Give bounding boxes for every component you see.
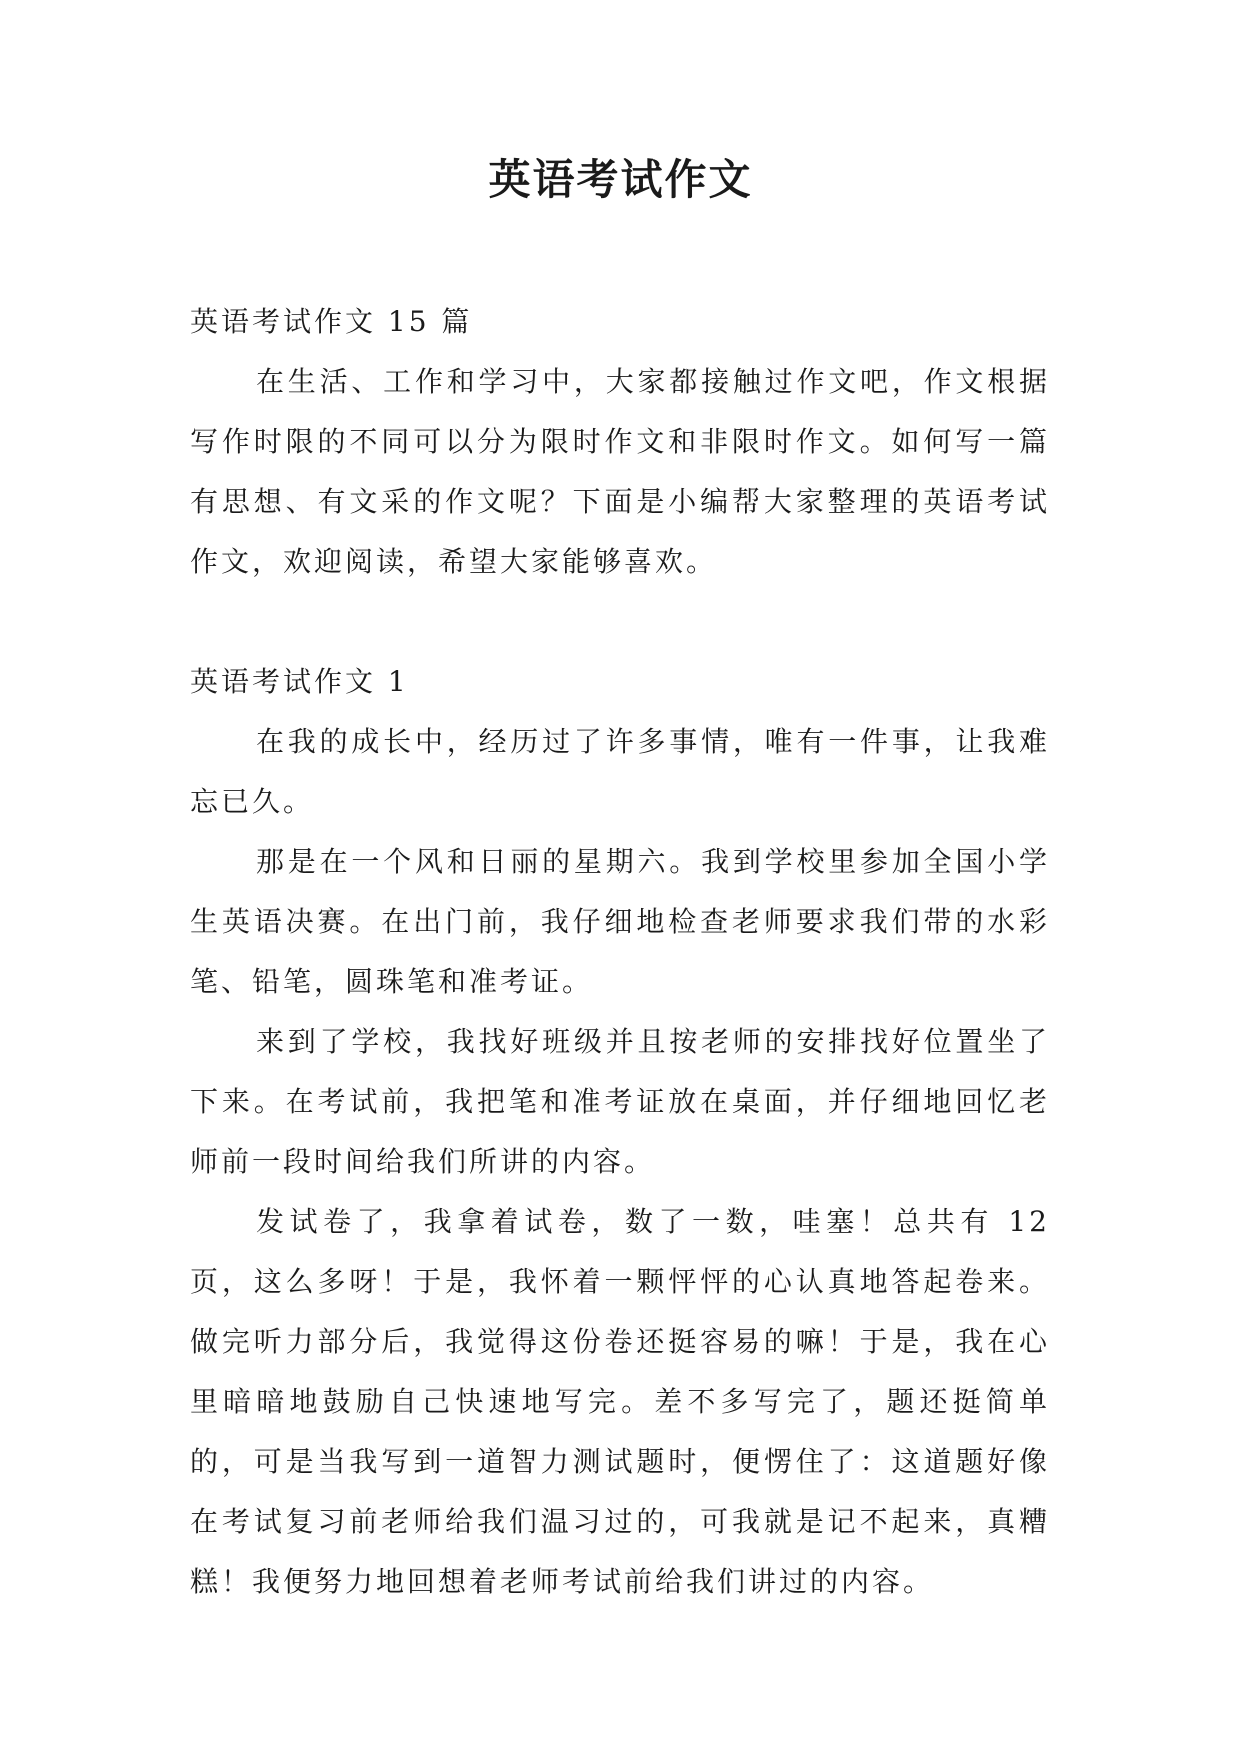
essay-paragraph: 发试卷了，我拿着试卷，数了一数，哇塞！总共有 12 页，这么多呀！于是，我怀着一颗怦怦的心认真地答起卷来。做完听力部分后，我觉得这份卷还挺容易的嘛！于是，我在心里暗暗地鼓励自己快速地写完。差不多写完了，题还挺简单的，可是当我写到一道智力测试题时，便愣住了：这道题好像在考试复习前老师给我们温习过的，可我就是记不起来，真糟糕！我便努力地回想着老师考试前给我们讲过的内容。 xyxy=(190,1205,1050,1598)
essay-paragraph: 那是在一个风和日丽的星期六。我到学校里参加全国小学生英语决赛。在出门前，我仔细地检查老师要求我们带的水彩笔、铅笔，圆珠笔和准考证。 xyxy=(190,845,1050,998)
essay-paragraph: 在我的成长中，经历过了许多事情，唯有一件事，让我难忘已久。 xyxy=(190,725,1050,818)
intro-paragraph: 在生活、工作和学习中，大家都接触过作文吧，作文根据写作时限的不同可以分为限时作文和非限时作文。如何写一篇有思想、有文采的作文呢？下面是小编帮大家整理的英语考试作文，欢迎阅读，希望大家能够喜欢。 xyxy=(190,365,1050,578)
essay-paragraph: 来到了学校，我找好班级并且按老师的安排找好位置坐了下来。在考试前，我把笔和准考证放在桌面，并仔细地回忆老师前一段时间给我们所讲的内容。 xyxy=(190,1025,1050,1178)
section-gap xyxy=(190,592,1050,652)
document-title: 英语考试作文 xyxy=(488,155,753,204)
collection-subtitle: 英语考试作文 15 篇 xyxy=(190,305,473,338)
essay-heading: 英语考试作文 1 xyxy=(190,665,409,698)
document-body xyxy=(190,292,1050,1612)
